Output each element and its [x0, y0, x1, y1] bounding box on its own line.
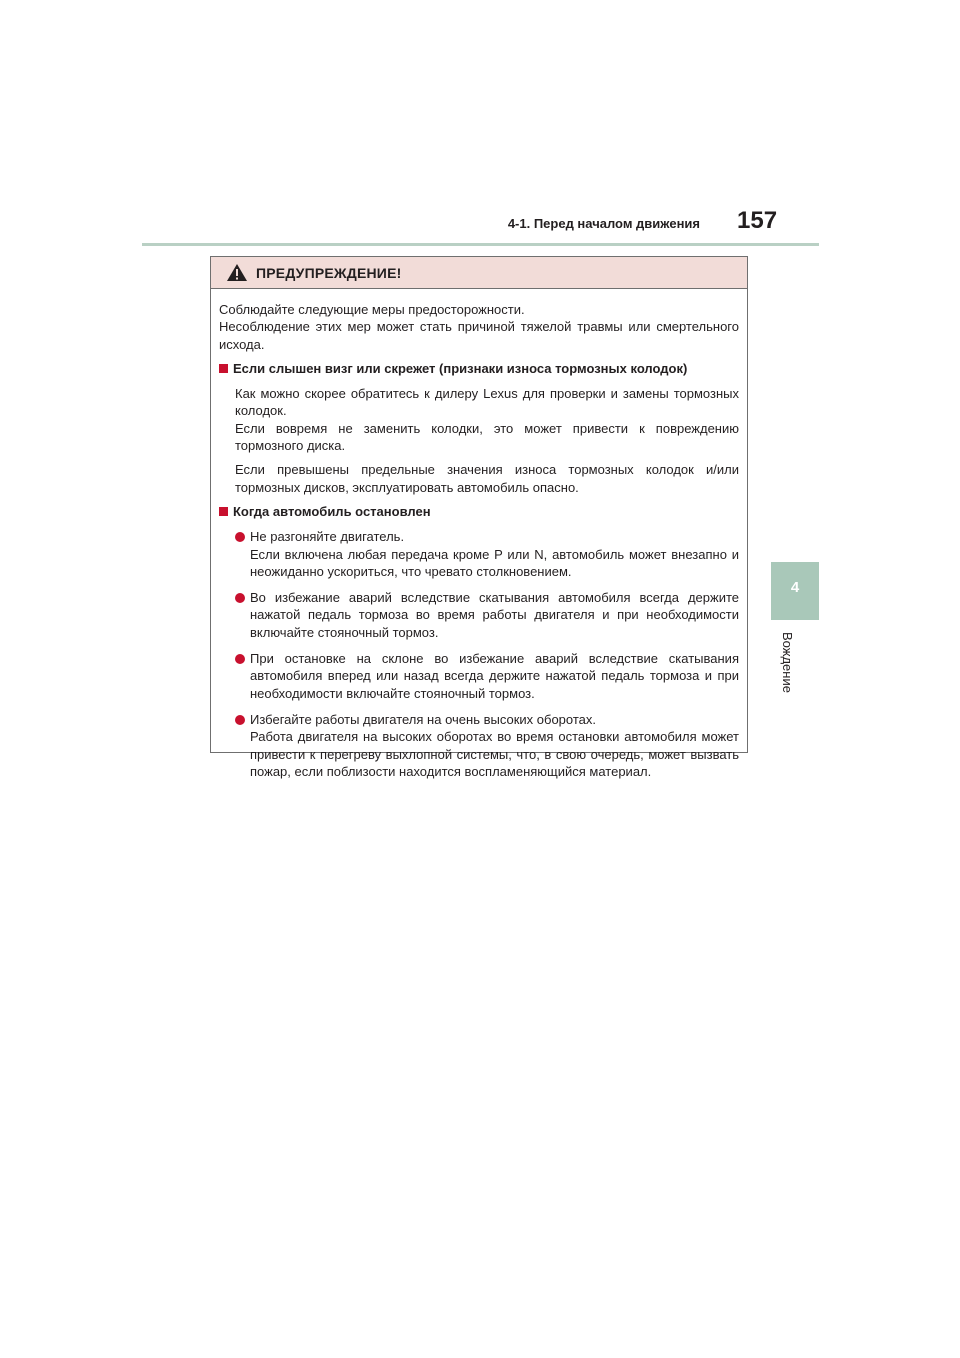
section-title: 4-1. Перед началом движения	[507, 216, 700, 231]
list-item	[219, 589, 739, 641]
list-item	[219, 650, 739, 702]
chapter-label-container	[766, 632, 824, 696]
page-number: 157	[737, 207, 778, 234]
chapter-label: Вождение	[780, 632, 795, 693]
square-bullet-icon	[219, 507, 228, 516]
list-item	[219, 528, 739, 580]
paragraph: Если вовремя не заменить колодки, это может привести к повреждению тормозного диска.	[235, 420, 739, 454]
section-heading-text: Когда автомобиль остановлен	[233, 503, 431, 519]
list-item-text: Во избежание аварий вследствие скатывания автомобиля всегда держите нажатой педаль тормоза во время работы двигателя и при необходимости включайте стояночный тормоз.	[250, 590, 739, 640]
warning-intro-line-2: Несоблюдение этих мер может стать причиной тяжелой травмы или смертельного исхода.	[219, 319, 739, 352]
warning-triangle-icon	[226, 263, 248, 282]
list-item-text: Если включена любая передача кроме P или N, автомобиль может внезапно и неожиданно ускориться, что чревато столкновением.	[250, 546, 739, 579]
round-bullet-icon	[235, 654, 245, 664]
chapter-tab	[771, 562, 819, 620]
section-brake-noise-content	[219, 385, 739, 496]
paragraph: Если превышены предельные значения износа тормозных колодок и/или тормозных дисков, эксплуатировать автомобиль опасно.	[235, 462, 739, 495]
list-item	[219, 711, 739, 780]
chapter-number: 4	[790, 579, 800, 596]
section-heading-brake-noise	[219, 360, 739, 377]
list-item-text: Избегайте работы двигателя на очень высоких оборотах.	[250, 711, 596, 727]
warning-intro-line-1: Соблюдайте следующие меры предосторожности.	[219, 302, 525, 317]
list-item-text: Работа двигателя на высоких оборотах во время остановки автомобиля может привести к перегреву выхлопной системы, что, в свою очередь, может вызвать пожар, если поблизости находится воспламеняющийся материал.	[250, 729, 739, 779]
header-divider	[142, 243, 819, 246]
section-heading-vehicle-stopped	[219, 503, 739, 520]
list-item-text: Не разгоняйте двигатель.	[250, 529, 405, 545]
round-bullet-icon	[235, 715, 245, 725]
round-bullet-icon	[235, 532, 245, 542]
warning-body	[211, 289, 747, 780]
warning-title: ПРЕДУПРЕЖДЕНИЕ!	[256, 264, 402, 281]
warning-box	[210, 256, 748, 779]
paragraph: Как можно скорее обратитесь к дилеру Lexus для проверки и замены тормозных колодок.	[235, 386, 739, 419]
list-item-text: При остановке на склоне во избежание аварий вследствие скатывания автомобиля вперед или назад всегда держите нажатой педаль тормоза и при необходимости включайте стояночный тормоз.	[250, 651, 739, 701]
warning-header	[211, 257, 747, 289]
round-bullet-icon	[235, 593, 245, 603]
square-bullet-icon	[219, 364, 228, 373]
section-heading-text: Если слышен визг или скрежет (признаки износа тормозных колодок)	[233, 360, 688, 376]
